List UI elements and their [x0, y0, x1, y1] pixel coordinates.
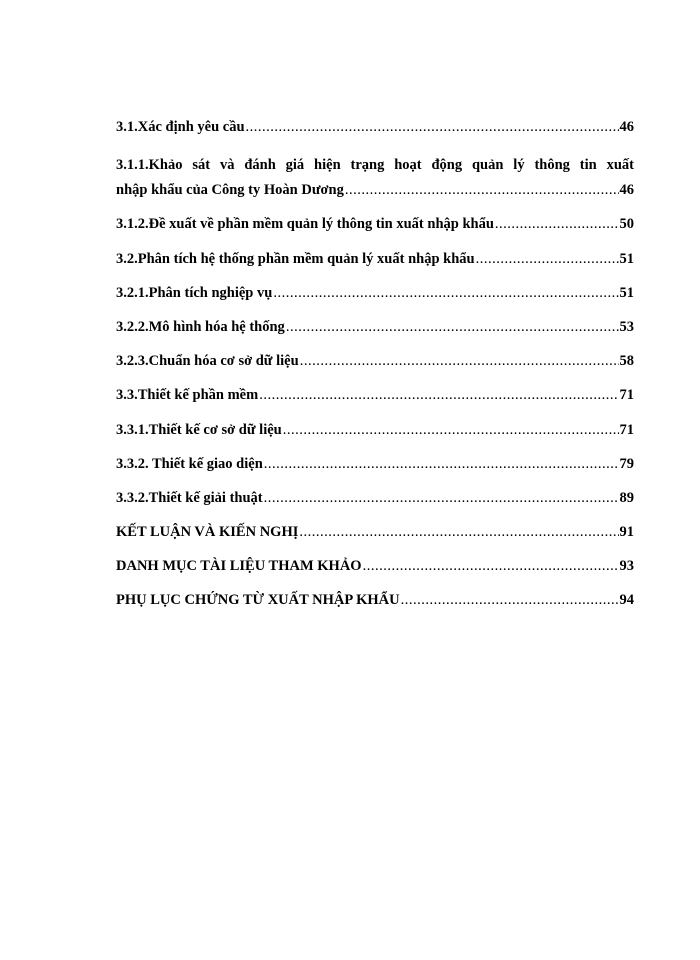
dot-leader — [264, 488, 619, 508]
dot-leader — [363, 556, 619, 576]
dot-leader — [476, 249, 619, 269]
toc-title-continuation: nhập khẩu của Công ty Hoàn Dương — [116, 182, 344, 199]
toc-page-number: 58 — [619, 353, 634, 370]
toc-entry-3-3[interactable] — [116, 385, 634, 405]
toc-number: 3.2. — [116, 250, 138, 267]
toc-page-number: 79 — [619, 455, 634, 472]
toc-page-number: 50 — [619, 216, 634, 233]
toc-entry-references[interactable] — [116, 556, 634, 576]
toc-page-number: 91 — [619, 524, 634, 541]
toc-title: 3.2.3.Chuẩn hóa cơ sở dữ liệu — [116, 353, 299, 370]
toc-entry-3-1-2[interactable] — [116, 214, 634, 234]
toc-page-number: 46 — [619, 182, 634, 199]
dot-leader — [246, 117, 619, 137]
toc-entry-3-1-1[interactable] — [116, 151, 634, 200]
toc-title: PHỤ LỤC CHỨNG TỪ XUẤT NHẬP KHẨU — [116, 592, 400, 609]
toc-title: Thiết kế phần mềm — [137, 387, 259, 404]
toc-page-number: 51 — [619, 284, 634, 301]
toc-entry-3-2-1[interactable] — [116, 283, 634, 303]
toc-number: 3.1. — [116, 119, 138, 135]
toc-page-number: 71 — [619, 387, 634, 404]
toc-number: 3.3. — [116, 387, 138, 404]
toc-entry-3-3-1[interactable] — [116, 420, 634, 440]
toc-title: KẾT LUẬN VÀ KIẾN NGHỊ — [116, 524, 299, 541]
toc-title: Xác định yêu cầu — [137, 119, 245, 135]
dot-leader — [259, 385, 618, 405]
toc-entry-3-3-2-algorithm[interactable] — [116, 488, 634, 508]
toc-entry-appendix[interactable] — [116, 590, 634, 610]
toc-title: 3.3.2.Thiết kế giải thuật — [116, 489, 263, 506]
toc-entry-3-2-2[interactable] — [116, 317, 634, 337]
toc-page-number: 71 — [619, 421, 634, 438]
dot-leader — [286, 317, 619, 337]
dot-leader — [299, 522, 618, 542]
toc-entry-conclusion[interactable] — [116, 522, 634, 542]
toc-title: 3.2.2.Mô hình hóa hệ thống — [116, 318, 285, 335]
dot-leader — [273, 283, 618, 303]
toc-page-number: 53 — [619, 318, 634, 335]
dot-leader — [283, 420, 619, 440]
dot-leader — [300, 351, 619, 371]
toc-entry-3-1[interactable] — [116, 117, 634, 137]
dot-leader — [495, 214, 619, 234]
toc-page-number: 89 — [619, 489, 634, 506]
toc-title: 3.2.1.Phân tích nghiệp vụ — [116, 284, 273, 301]
toc-page-number: 94 — [619, 592, 634, 609]
toc-title: 3.1.2.Đề xuất về phần mềm quản lý thông tin xuất nhập khẩu — [116, 216, 494, 233]
toc-title: 3.3.2. Thiết kế giao diện — [116, 455, 263, 472]
toc-title: DANH MỤC TÀI LIỆU THAM KHẢO — [116, 558, 362, 575]
toc-title-continuation-row — [116, 180, 634, 200]
toc-entry-3-2-3[interactable] — [116, 351, 634, 371]
toc-entry-3-2[interactable] — [116, 249, 634, 269]
toc-title: 3.3.1.Thiết kế cơ sở dữ liệu — [116, 421, 282, 438]
dot-leader — [264, 454, 619, 474]
toc-title: Phân tích hệ thống phần mềm quản lý xuất nhập khẩu — [137, 250, 475, 267]
toc-page-number: 93 — [619, 558, 634, 575]
toc-page-number: 51 — [619, 250, 634, 267]
toc-entry-3-3-2-interface[interactable] — [116, 454, 634, 474]
toc-title: 3.1.1.Khảo sát và đánh giá hiện trạng hoạt động quản lý thông tin xuất — [116, 157, 634, 174]
dot-leader — [345, 180, 619, 200]
toc-page-number: 46 — [619, 119, 634, 135]
table-of-contents — [116, 117, 634, 625]
dot-leader — [401, 590, 619, 610]
